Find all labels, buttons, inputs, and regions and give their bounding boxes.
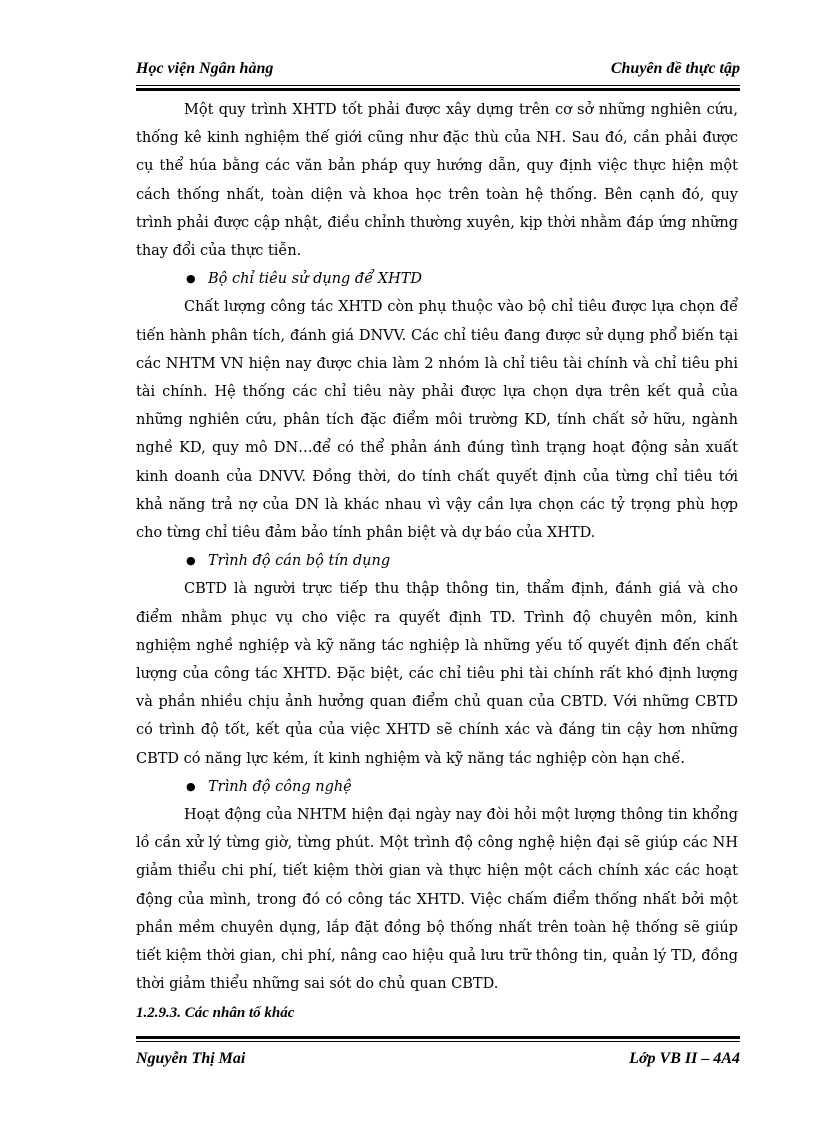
bullet-label: Trình độ cán bộ tín dụng — [208, 553, 391, 570]
bullet-icon: ● — [186, 779, 196, 793]
bullet-trinh-do-can-bo — [136, 547, 738, 575]
bullet-bo-chi-tieu — [136, 265, 738, 293]
page-footer — [136, 1048, 740, 1076]
paragraph-chi-tieu: Chất lượng công tác XHTD còn phụ thuộc vào bộ chỉ tiêu được lựa chọn để tiến hành phân tích, đánh giá DNVV. Các chỉ tiêu đang được sử dụng phổ biến tại các NHTM VN hiện nay được chia làm 2 nhóm là chỉ tiêu tài chính và chỉ tiêu phi tài chính. Hệ thống các chỉ tiêu này phải được lựa chọn dựa trên kết quả của những nghiên cứu, phân tích đặc điểm môi trường KD, tính chất sở hữu, ngành nghề KD, quy mô DN…để có thể phản ánh đúng tình trạng hoạt động sản xuất kinh doanh của DNVV. Đồng thời, do tính chất quyết định của từng chỉ tiêu tới khả năng trả nợ của DN là khác nhau vì vậy cần lựa chọn các tỷ trọng phù hợp cho từng chỉ tiêu đảm bảo tính phân biệt và dự báo của XHTD. — [136, 299, 738, 542]
footer-rule-thin — [136, 1041, 740, 1042]
paragraph-can-bo: CBTD là người trực tiếp thu thập thông tin, thẩm định, đánh giá và cho điểm nhằm phục vụ cho việc ra quyết định TD. Trình độ chuyên môn, kinh nghiệm nghề nghiệp và kỹ năng tác nghiệp là những yếu tố quyết định đến chất lượng của công tác XHTD. Đặc biệt, các chỉ tiêu phi tài chính rất khó định lượng và phần nhiều chịu ảnh hưởng quan điểm chủ quan của CBTD. Với những CBTD có trình độ tốt, kết qủa của việc XHTD sẽ chính xác và đáng tin cậy hơn những CBTD có năng lực kém, ít kinh nghiệm và kỹ năng tác nghiệp còn hạn chế. — [136, 581, 738, 767]
header-rule-thin — [136, 85, 740, 86]
page-header — [136, 58, 740, 86]
bullet-icon: ● — [186, 272, 196, 286]
header-institution: Học viện Ngân hàng — [136, 60, 274, 77]
footer-class: Lớp VB II – 4A4 — [629, 1050, 740, 1067]
paragraph-quy-trinh: Một quy trình XHTD tốt phải được xây dựng trên cơ sở những nghiên cứu, thống kê kinh nghiệm thế giới cũng như đặc thù của NH. Sau đó, cần phải được cụ thể húa bằng các văn bản pháp quy hướng dẫn, quy định việc thực hiện một cách thống nhất, toàn diện và khoa học trên toàn hệ thống. Bên cạnh đó, quy trình phải được cập nhật, điều chỉnh thường xuyên, kịp thời nhằm đáp ứng những thay đổi của thực tiễn. — [136, 102, 738, 260]
bullet-label: Trình độ công nghệ — [208, 778, 352, 795]
bullet-trinh-do-cong-nghe — [136, 773, 738, 801]
paragraph-cong-nghe: Hoạt động của NHTM hiện đại ngày nay đòi hỏi một lượng thông tin khổng lồ cần xử lý từng giờ, từng phút. Một trình độ công nghệ hiện đại sẽ giúp các NH giảm thiểu chi phí, tiết kiệm thời gian và thực hiện một cách chính xác các hoạt động của mình, trong đó có công tác XHTD. Việc chấm điểm thống nhất bởi một phần mềm chuyên dụng, lắp đặt đồng bộ thống nhất trên toàn hệ thống sẽ giúp tiết kiệm thời gian, chi phí, nâng cao hiệu quả lưu trữ thông tin, quản lý TD, đồng thời giảm thiểu những sai sót do chủ quan CBTD. — [136, 807, 738, 993]
bullet-icon: ● — [186, 554, 196, 568]
footer-rule-thick — [136, 1036, 740, 1039]
header-document-type: Chuyên đề thực tập — [610, 60, 740, 77]
footer-author: Nguyễn Thị Mai — [136, 1050, 246, 1067]
bullet-label: Bộ chỉ tiêu sử dụng để XHTD — [208, 271, 423, 288]
section-heading: 1.2.9.3. Các nhân tố khác — [136, 1004, 295, 1021]
header-rule-thick — [136, 88, 740, 91]
page-body — [136, 96, 738, 1027]
